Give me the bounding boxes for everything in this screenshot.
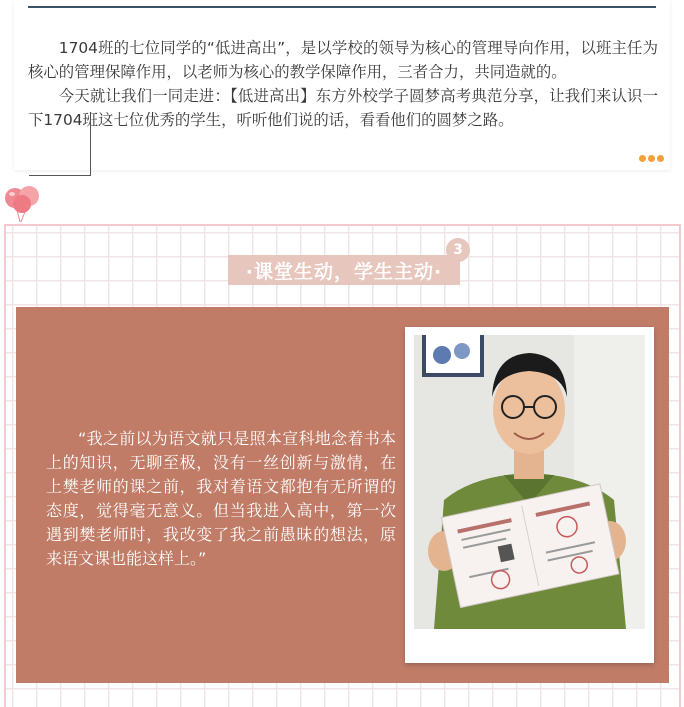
section-title: ·课堂生动，学生主动·	[228, 255, 460, 285]
intro-card	[14, 0, 670, 170]
quote-card	[16, 307, 669, 683]
corner-decoration	[29, 118, 91, 176]
intro-text	[28, 36, 658, 132]
top-divider	[28, 6, 656, 8]
section-number-badge: 3	[446, 238, 470, 262]
intro-paragraph-1: 1704班的七位同学的“低进高出”，是以学校的领导为核心的管理导向作用，以班主任为核心的管理保障作用，以老师为核心的教学保障作用，三者合力，共同造就的。	[28, 39, 658, 81]
balloon-icon	[2, 184, 44, 224]
student-quote: “我之前以为语文就只是照本宣科地念着书本上的知识，无聊至极，没有一丝创新与激情，在上樊老师的课之前，我对着语文都抱有无所谓的态度，觉得毫无意义。但当我进入高中，第一次遇到樊老师时，我改变了我之前愚昧的想法，原来语文课也能这样上。”	[46, 429, 396, 568]
student-photo	[414, 335, 645, 629]
more-dots-icon	[639, 155, 664, 162]
photo-frame	[405, 327, 654, 663]
intro-paragraph-2: 今天就让我们一同走进：【低进高出】东方外校学子圆梦高考典范分享，让我们来认识一下1704班这七位优秀的学生，听听他们说的话，看看他们的圆梦之路。	[28, 87, 658, 129]
